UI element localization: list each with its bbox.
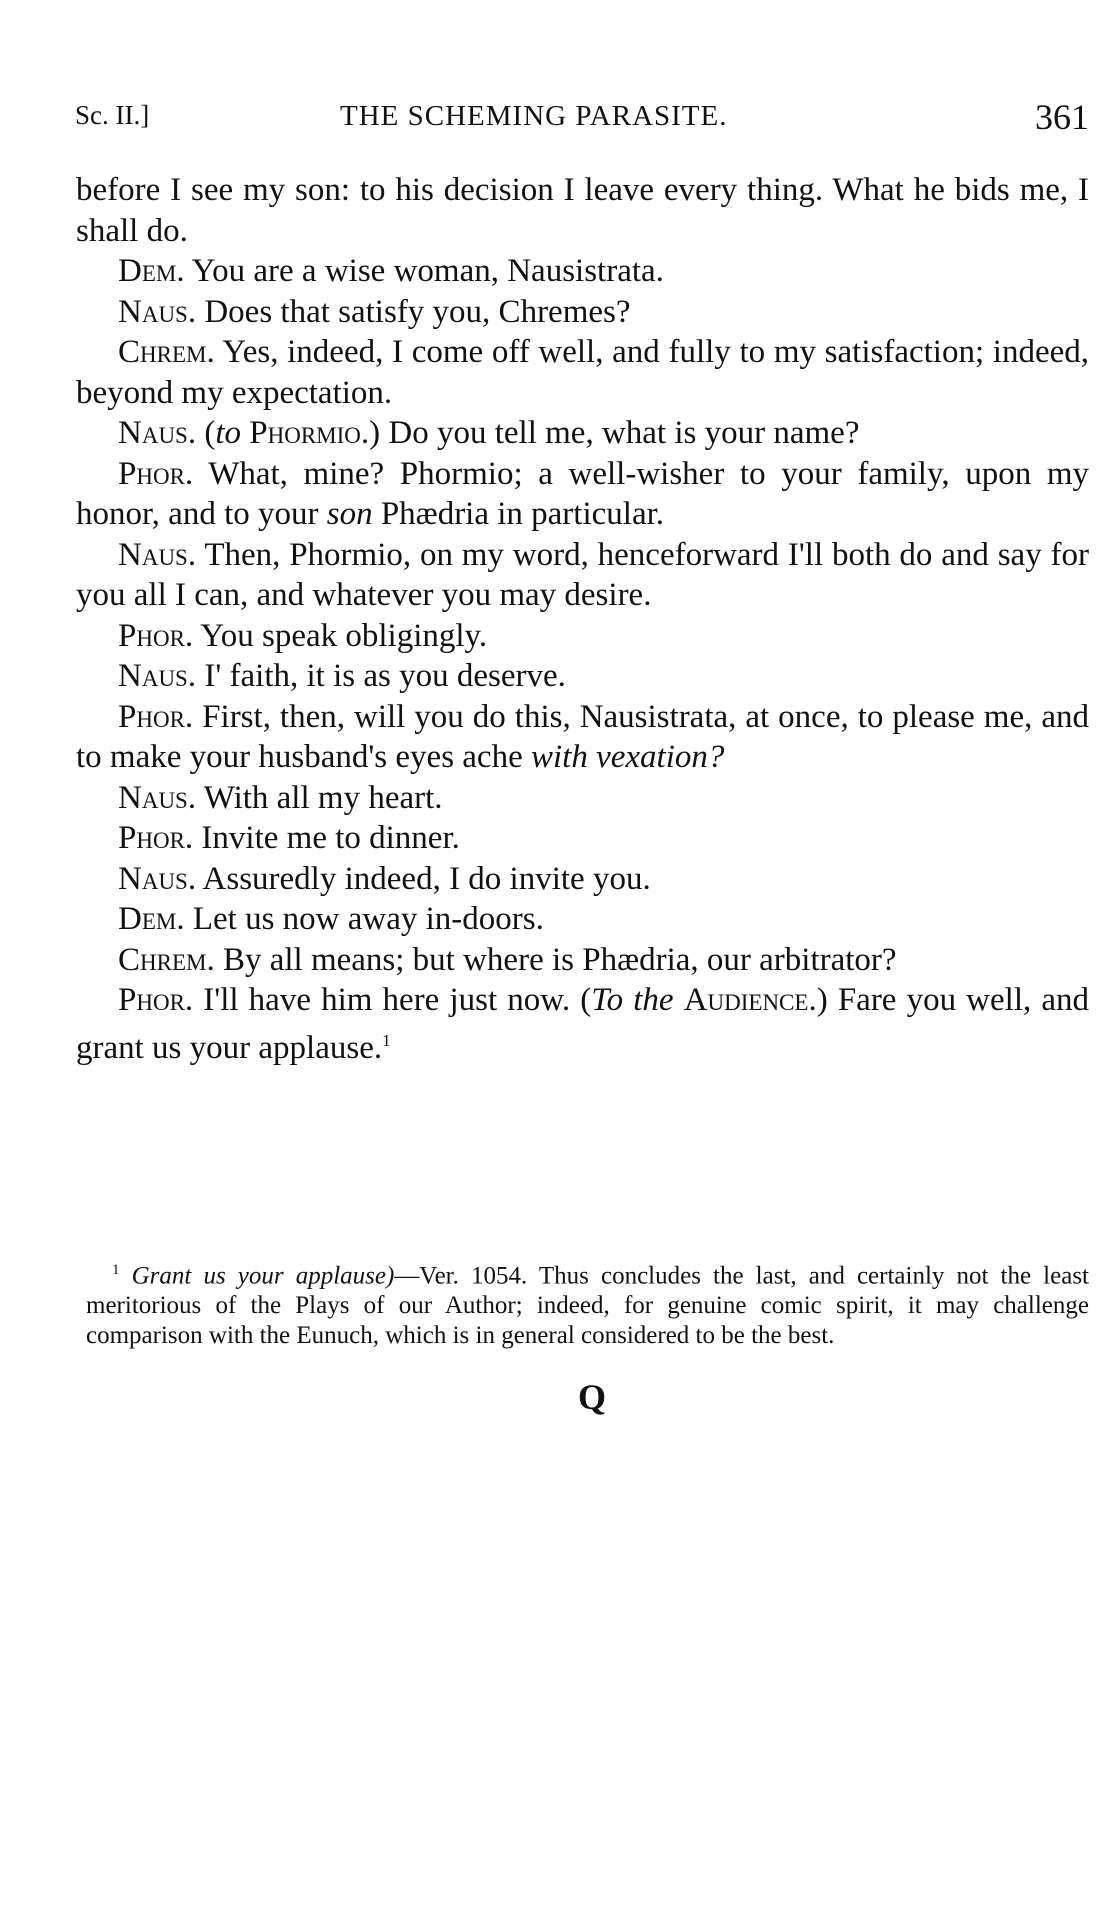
paragraph: Dem. Let us now away in-doors. — [118, 901, 544, 937]
paragraph: Naus. With all my heart. — [118, 779, 443, 816]
signature-mark: Q — [578, 1377, 607, 1417]
paragraph: Naus. Does that satisfy you, Chremes? — [118, 293, 631, 330]
paragraph: before I see my son: to his decision I leave every thing. What he bids me, I shall do. — [76, 172, 1089, 249]
speaker: Phor. — [118, 698, 194, 735]
paragraph: Phor. What, mine? Phormio; a well-wisher to your family, upon my honor, and to your son Phædria in particular. — [76, 455, 1089, 532]
section-label: Sc. II.] — [75, 100, 150, 130]
running-title: THE SCHEMING PARASITE. — [340, 100, 728, 132]
page-number: 361 — [1035, 97, 1089, 137]
speaker: Dem. — [118, 901, 185, 937]
paragraph: Phor. You speak obligingly. — [118, 617, 488, 654]
paragraph: Phor. Invite me to dinner. — [118, 820, 460, 856]
paragraph: Phor. First, then, will you do this, Nausistrata, at once, to please me, and to make your husband's eyes ache with vexation? — [76, 698, 1090, 775]
speaker: Dem. — [118, 253, 185, 289]
speaker: Phor. — [118, 820, 194, 856]
paragraph: Chrem. By all means; but where is Phædria, our arbitrator? — [118, 941, 897, 978]
stage-direction: to — [215, 415, 242, 451]
dialogue-text — [76, 170, 1089, 1068]
speaker: Naus. — [118, 658, 197, 694]
paragraph: Chrem. Yes, indeed, I come off well, and fully to my satisfaction; indeed, beyond my expectation. — [76, 334, 1090, 411]
paragraph: Naus. Then, Phormio, on my word, henceforward I'll both do and say for you all I can, and whatever you may desire. — [76, 536, 1090, 613]
paragraph: Naus. (to Phormio.) Do you tell me, what is your name? — [118, 415, 860, 451]
paragraph: Naus. Assuredly indeed, I do invite you. — [118, 860, 651, 897]
speaker: Phor. — [118, 455, 194, 492]
footnote-reference: 1 — [382, 1030, 391, 1050]
stage-direction: To the — [591, 982, 674, 1018]
speaker: Chrem. — [118, 334, 215, 370]
paragraph: Phor. I'll have him here just now. (To the Audience.) Fare you well, and grant us your applause.$^1$ — [76, 982, 1090, 1066]
speaker: Naus. — [118, 293, 197, 330]
speaker: Phor. — [118, 617, 194, 654]
speaker: Naus. — [118, 415, 197, 451]
running-header — [75, 96, 1089, 136]
speaker: Phor. — [118, 982, 194, 1018]
speaker: Naus. — [118, 779, 197, 816]
speaker: Naus. — [118, 860, 197, 897]
paragraph: Naus. I' faith, it is as you deserve. — [118, 658, 566, 694]
footnote: $^1$ Grant us your applause)—Ver. 1054. Thus concludes the last, and certainly not the least meritorious of the Plays of our Author; indeed, for genuine comic spirit, it may challenge comparison with the Eunuch, which is in general considered to be the best. — [86, 1262, 1089, 1350]
paragraph: Dem. You are a wise woman, Nausistrata. — [118, 253, 664, 289]
speaker: Naus. — [118, 536, 197, 573]
speaker: Chrem. — [118, 941, 215, 978]
footnote-mark: 1 — [112, 1262, 120, 1278]
